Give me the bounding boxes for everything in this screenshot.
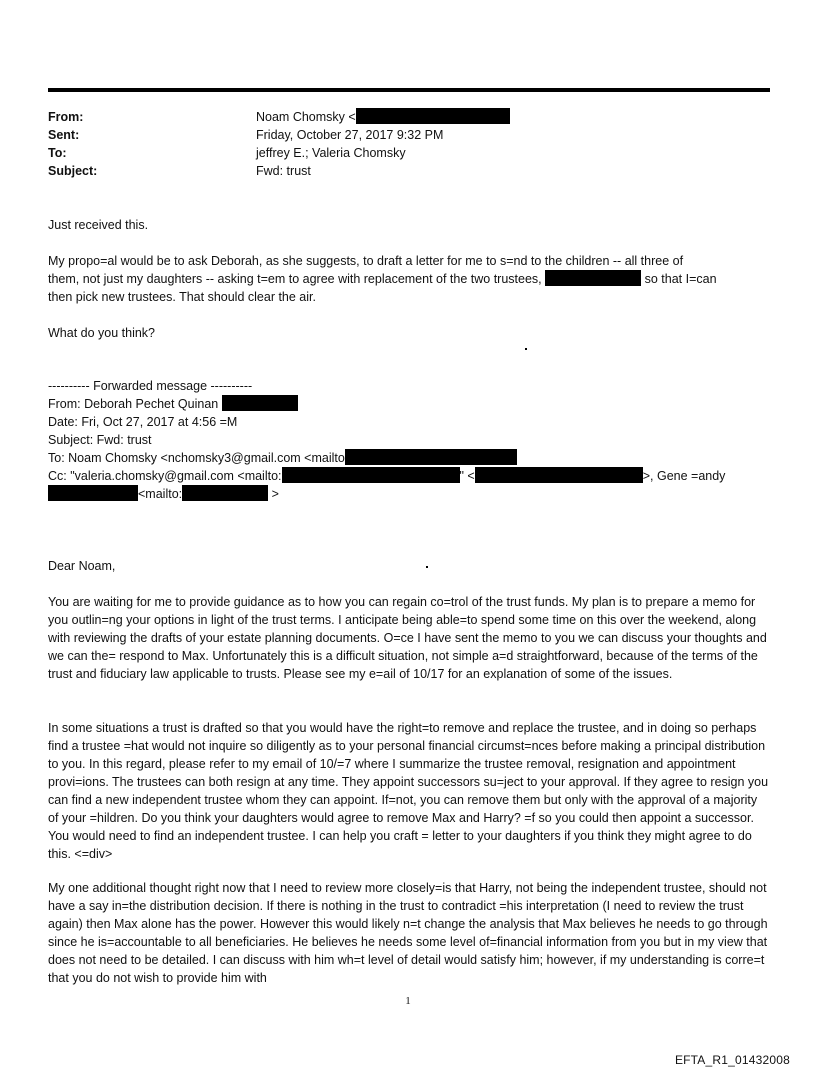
letter-paragraph-1 xyxy=(48,593,770,683)
forward-from: From: Deborah Pechet Quinan xyxy=(48,395,770,413)
sent-value: Friday, October 27, 2017 9:32 PM xyxy=(256,128,444,142)
letter-paragraph: My one additional thought right now that I need to review more closely=is that Harry, not being the independent trustee, should not have a say in=the distribution decision. If there is nothing in the trust to contradict =his interpretation (I need to review the trust again) then Max alone has the power. However this would likely n=t change the analysis that Max believes he needs to go through since he is=accountable to all beneficiaries. He believes he needs some level of=financial information from you but in my view that does not need to be detailed. I can discuss with him wh=t level of detail would satisfy him; however, if my understanding is corre=t that you do not wish to provide him with xyxy=(48,881,768,985)
page-number: 1 xyxy=(405,995,411,1007)
redaction-box xyxy=(356,108,510,124)
redaction-box xyxy=(48,485,138,501)
message-intro xyxy=(48,216,770,234)
redaction-box xyxy=(475,467,643,483)
message-question xyxy=(48,324,770,342)
forwarded-block xyxy=(48,377,770,503)
to-value: jeffrey E.; Valeria Chomsky xyxy=(256,146,406,160)
message-line: What do you think? xyxy=(48,326,156,340)
to-label: To: xyxy=(48,146,67,160)
subject-label: Subject: xyxy=(48,164,98,178)
message-line: them, not just my daughters -- asking t=em to agree with replacement of the two trustees, so that I=can xyxy=(48,272,717,286)
forward-to: To: Noam Chomsky <nchomsky3@gmail.com <mailto xyxy=(48,449,770,467)
redaction-box xyxy=(545,270,641,286)
salutation: Dear Noam, xyxy=(48,559,116,573)
forward-cc: Cc: "valeria.chomsky@gmail.com <mailto: " < >, Gene =andy xyxy=(48,469,726,483)
forward-date: Date: Fri, Oct 27, 2017 at 4:56 =M xyxy=(48,415,238,429)
forward-separator: ---------- Forwarded message ---------- xyxy=(48,379,253,393)
letter-salutation xyxy=(48,557,770,575)
from-label: From: xyxy=(48,110,84,124)
redaction-box xyxy=(222,395,298,411)
header-rule xyxy=(48,88,770,92)
message-line: Just received this. xyxy=(48,218,149,232)
message-line: then pick new trustees. That should clear the air. xyxy=(48,290,316,304)
letter-paragraph: In some situations a trust is drafted so that you would have the right=to remove and replace the trustee, and in doing so perhaps find a trustee =hat would not inquire so diligently as to your personal financial circumst=nces before making a principal distribution to you. In this regard, please refer to my email of 10/=7 where I summarize the trustee removal, resignation and appointment provi=ions. The trustees can both resign at any time. They appoint successors su=ject to your approval. If they agree to resign you can find a new independent trustee whom they can appoint. If=not, you can remove them but only with the approval of a majority of your =hildren. Do you think your daughters would agree to remove Max and Harry? =f so you could then appoint a successor. You would need to find an independent trustee. I can help you craft = letter to your daughters if you think they might agree to do this. <=div> xyxy=(48,721,769,861)
forward-subject: Subject: Fwd: trust xyxy=(48,433,152,447)
sent-label: Sent: xyxy=(48,128,80,142)
message-line: My propo=al would be to ask Deborah, as she suggests, to draft a letter for me to s=nd to the children -- all three of xyxy=(48,254,684,268)
letter-paragraph: You are waiting for me to provide guidance as to how you can regain co=trol of the trust funds. My plan is to prepare a memo for you outlin=ng your options in light of the trust terms. I anticipate being able=to spend some time on this over the weekend, along with reviewing the drafts of your estate planning documents. O=ce I have sent the memo to you we can discuss your thoughts and we can the= respond to Max. Unfortunately this is a difficult situation, not simple a=d straightforward, because of the terms of the trust and fiduciary law applicable to trusts. Please see my e=ail of 10/17 for an explanation of some of the issues. xyxy=(48,595,767,681)
redaction-box xyxy=(182,485,268,501)
subject-value: Fwd: trust xyxy=(256,164,311,178)
stray-dot xyxy=(426,566,428,568)
document-id: EFTA_R1_01432008 xyxy=(674,1053,790,1067)
redaction-box xyxy=(282,467,460,483)
from-value: Noam Chomsky < xyxy=(256,108,510,126)
forward-cc-continued: <mailto: > xyxy=(48,485,770,503)
stray-dot xyxy=(525,348,527,350)
letter-paragraph-3 xyxy=(48,879,770,987)
letter-paragraph-2 xyxy=(48,719,770,863)
message-proposal xyxy=(48,252,770,306)
redaction-box xyxy=(345,449,517,465)
